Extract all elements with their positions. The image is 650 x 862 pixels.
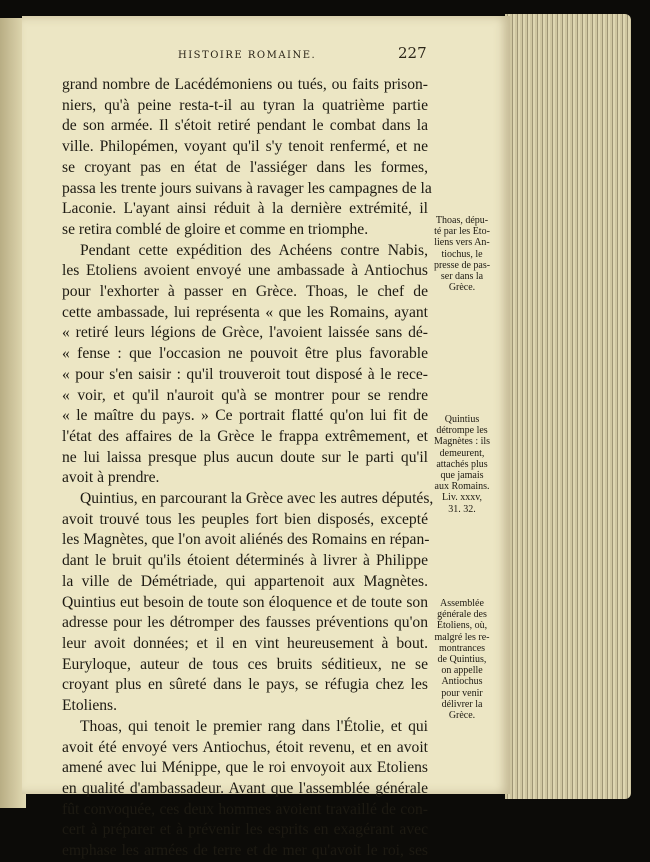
text-line: Thoas, qui tenoit le premier rang dans l'Étolie, et qui [80, 717, 428, 735]
text-line: les Etoliens avoient envoyé une ambassade à Antiochus [62, 262, 428, 280]
margin-note-line: Assemblée [440, 598, 484, 609]
text-line: avoit trouvé tous les peuples fort bien disposés, excepté [62, 510, 428, 528]
margin-note-line: aux Romains. [434, 481, 490, 493]
margin-note-line: attachés plus [436, 458, 488, 470]
margin-note-line: pour venir [441, 687, 483, 699]
margin-note-line: Grèce. [448, 710, 476, 722]
text-line: Etoliens. [62, 697, 118, 715]
text-line: « voir, et qu'il n'auroit qu'à se montrer pour se rendre [62, 386, 428, 404]
text-line: la ville de Démétriade, qui appartenoit aux Magnètes. [62, 572, 428, 590]
margin-note-line: Antiochus [441, 676, 483, 688]
text-line: ne lui laissa presque plus aucun doute sur le parti qu'il [62, 448, 428, 466]
text-line: l'état des affaires de la Grèce le frappa extrêmement, et [62, 427, 428, 445]
text-line: les Magnètes, que l'on avoit aliénés des Romains en répan- [62, 531, 430, 549]
text-line: de son armée. Il s'étoit retiré pendant le combat dans la [62, 117, 428, 135]
text-line: adresse pour les détromper des fausses préventions qu'on [62, 614, 428, 632]
margin-note-line: montrances [438, 642, 486, 654]
text-line: grand nombre de Lacédémoniens ou tués, ou faits prison- [62, 76, 428, 93]
text-line: cette ambassade, lui représenta « que les Romains, ayant [62, 303, 428, 321]
margin-note-line: Liv. xxxv, [441, 492, 483, 504]
running-title: HISTOIRE ROMAINE. [178, 50, 317, 61]
margin-note-line: détrompe les [436, 425, 488, 437]
margin-note-line: générale des [437, 609, 487, 621]
margin-note-line: que jamais [440, 470, 484, 482]
margin-note-line: malgré les re- [434, 631, 490, 643]
text-line: ville. Philopémen, voyant qu'il s'y tenoit renfermé, et ne [62, 138, 428, 156]
margin-note-line: Quintius [444, 414, 480, 425]
main-text [62, 75, 434, 862]
text-line: Pendant cette expédition des Achéens contre Nabis, [80, 241, 428, 259]
text-line: pour l'exhorter à passer en Grèce. Thoas, le chef de [62, 283, 428, 301]
page-block-edges [505, 14, 631, 799]
margin-note-line: tiochus, le [441, 248, 483, 260]
text-line: « fense : que l'occasion ne pouvoit être plus favorable [62, 345, 428, 363]
margin-note-line: de Quintius, [437, 654, 487, 666]
text-line: dant le bruit qu'ils étoient déterminés à livrer à Philippe [62, 552, 428, 570]
text-line: Quintius eut besoin de toute son éloquence et de toute son [62, 593, 428, 611]
text-line: emphase les armées de terre et de mer qu'avoit le roi, ses [62, 842, 428, 860]
margin-note-line: ser dans la [440, 271, 484, 283]
text-line: se croyant pas en état de l'assiéger dans les formes, [62, 158, 428, 176]
margin-note-line: Magnètes : ils [433, 436, 491, 448]
text-line: amené avec lui Ménippe, que le roi envoyoit aux Etoliens [62, 759, 428, 777]
margin-note-line: presse de pas- [433, 259, 491, 271]
text-line: se retira comblé de gloire et comme en triomphe. [62, 220, 369, 238]
margin-note-line: on appelle [441, 665, 483, 677]
text-line: avoit été envoyé vers Antiochus, étoit revenu, et en avoit [62, 738, 428, 756]
margin-note-line: 31. 32. [448, 503, 476, 515]
margin-note-line: Étoliens, où, [436, 620, 488, 632]
text-line: Quintius, en parcourant la Grèce avec les autres députés, [80, 490, 434, 508]
margin-note-line: Thoas, dépu- [435, 215, 489, 226]
text-line: en qualité d'ambassadeur. Avant que l'assemblée générale [62, 779, 428, 797]
margin-note-line: Grèce. [448, 282, 476, 294]
text-line: fût convoquée, ces deux hommes avoient travaillé de con- [62, 800, 428, 818]
text-line: « pour s'en saisir : qu'il trouveroit tout disposé à le rece- [62, 365, 428, 383]
margin-note-quintius [430, 414, 494, 515]
page-number: 227 [398, 44, 427, 62]
text-line: avoit à prendre. [62, 469, 160, 487]
text-line: cert à préparer et à prévenir les esprits en exagérant avec [62, 821, 428, 839]
text-line: croyant plus en sûreté dans le pays, se réfugia chez les [62, 676, 428, 694]
text-line: « retiré leurs légions de Grèce, l'avoient laissée sans dé- [62, 324, 428, 342]
text-line: « le maître du pays. » Ce portrait flatté qu'on lui fit de [62, 407, 428, 425]
text-line: Euryloque, auteur de tous ces bruits séditieux, ne se [62, 655, 428, 673]
margin-note-line: liens vers An- [434, 237, 490, 249]
text-line: Laconie. L'ayant ainsi réduit à la dernière extrémité, il [62, 200, 428, 218]
text-line: niers, qu'à peine resta-t-il au tyran la quatrième partie [62, 96, 428, 114]
margin-note-assemblee [430, 598, 494, 721]
margin-note-thoas [430, 215, 494, 293]
text-line: leur avoit données; et il en vint heureusement à bout. [62, 634, 428, 652]
margin-note-line: délivrer la [441, 698, 483, 710]
text-line: passa les trente jours suivans à ravager les campagnes de la [62, 179, 432, 197]
margin-note-line: demeurent, [439, 447, 485, 459]
margin-note-line: té par les Eto- [434, 226, 490, 238]
